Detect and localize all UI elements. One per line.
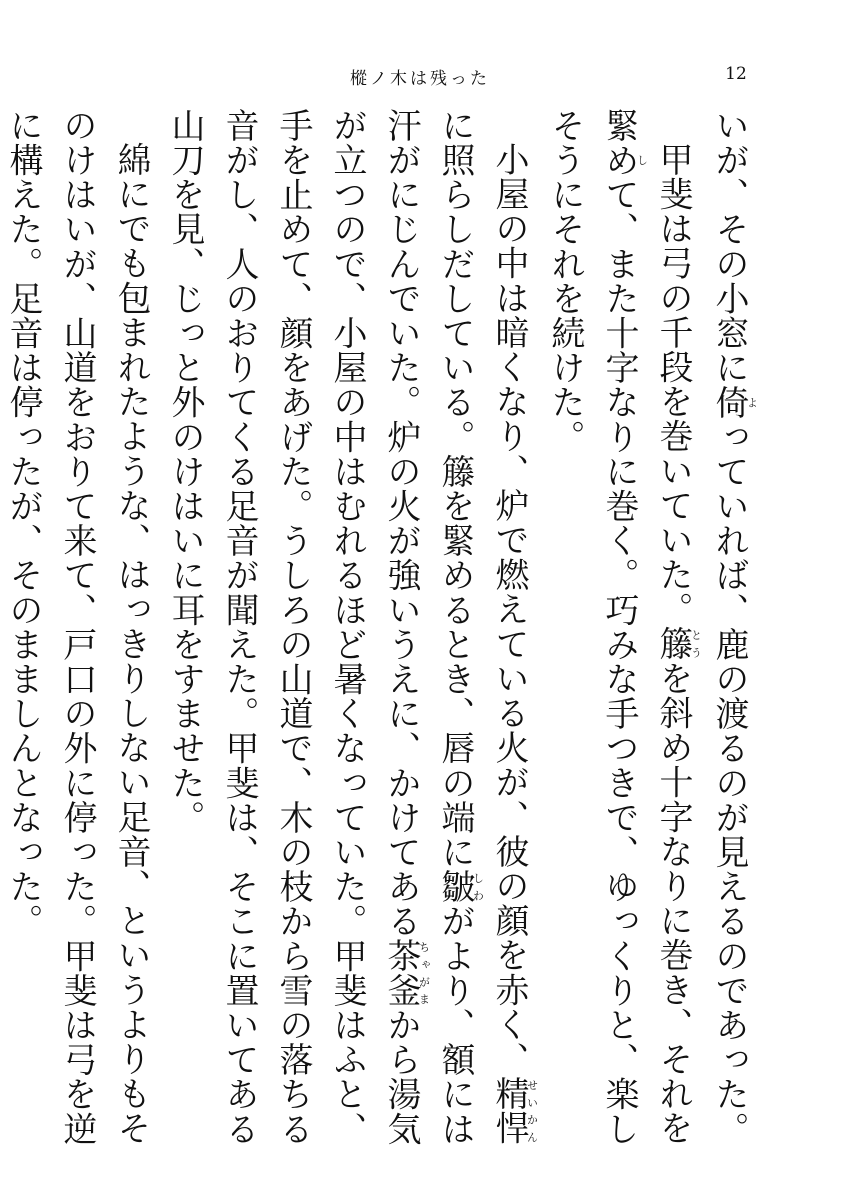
ruby-annotation xyxy=(599,142,649,178)
text-run: っていれば、鹿の渡るのが見えるのであった。 xyxy=(709,419,749,1147)
text-run: がより、額には汗がにじんでいた。炉の火が強いうえに、かけてある xyxy=(381,108,475,1147)
ruby-reading: しわ xyxy=(471,869,485,904)
ruby-base: め xyxy=(599,142,639,178)
ruby-annotation xyxy=(381,938,431,1008)
text-run: て、また十字なりに巻く。巧みな手つきで、ゆっくりと、楽しそうにそれを続けた。 xyxy=(545,108,639,1147)
ruby-base: 皺 xyxy=(435,869,475,904)
ruby-base: 茶釜 xyxy=(381,938,421,1008)
ruby-base: 精悍 xyxy=(489,1076,529,1146)
ruby-reading: し xyxy=(635,142,649,178)
ruby-annotation xyxy=(709,384,759,420)
text-run: 小屋の中は暗くなり、炉で燃えている火が、彼の顔を赤く、 xyxy=(489,142,529,1077)
body-text xyxy=(3,108,759,1148)
paragraph-3 xyxy=(158,108,538,1148)
ruby-base: 倚 xyxy=(709,384,749,420)
ruby-annotation xyxy=(489,1076,539,1146)
text-run: を斜め十字なりに巻き、それを緊 xyxy=(599,108,693,1146)
text-run: から湯気が立つので、小屋の中はむれるほど暑くなっていた。甲斐はふと、手を止めて、顔をあげた。うしろの山道で、木の枝から雪の落ちる音がし、人のおりてくる足音が聞えた。甲斐は、そこに置いてある山刀を見、じっと外のけはいに耳をすませた。 xyxy=(165,108,421,1147)
text-run: いが、その小窓に xyxy=(709,108,749,385)
ruby-reading: せいかん xyxy=(525,1076,539,1146)
ruby-reading: よ xyxy=(745,384,759,420)
paragraph-4: 綿にでも包まれたような、はっきりしない足音、というよりもそのけはいが、山道をおりて来て、戸口の外に停った。甲斐は弓を逆に構えた。足音は停ったが、そのまましんとなった。 xyxy=(3,108,151,1146)
ruby-annotation xyxy=(435,869,485,904)
ruby-base: 籐 xyxy=(653,626,693,662)
paragraph-2 xyxy=(538,108,702,1148)
page-number: 12 xyxy=(725,64,747,84)
text-run: 甲斐は弓の千段を巻いていた。 xyxy=(653,142,693,627)
ruby-reading: ちゃがま xyxy=(417,938,431,1008)
ruby-reading: とう xyxy=(689,626,703,661)
text-run: に照らしだしている。籐を緊めるとき、唇の端に xyxy=(435,108,475,870)
ruby-annotation xyxy=(653,626,703,662)
running-title: 樅ノ木は残った xyxy=(350,69,490,89)
paragraph-1 xyxy=(702,108,758,1148)
